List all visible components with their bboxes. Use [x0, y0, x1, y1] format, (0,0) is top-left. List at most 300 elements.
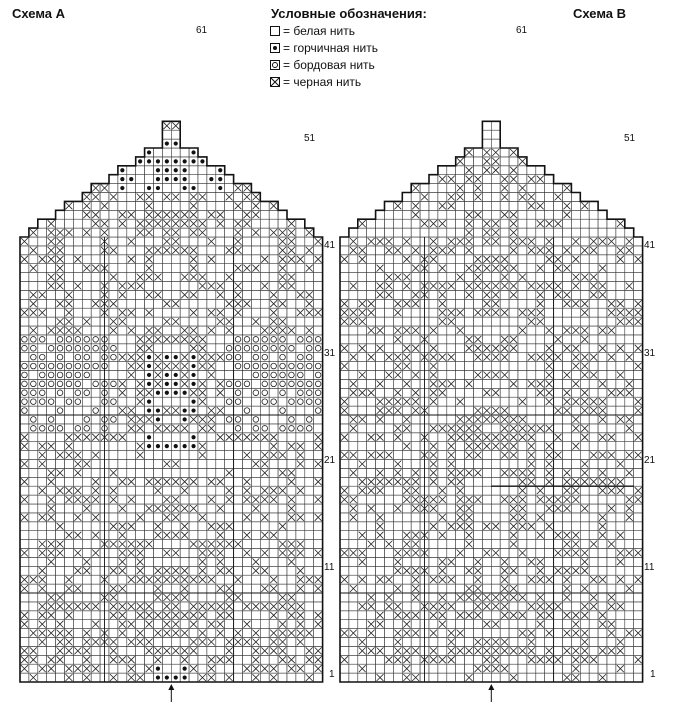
chart-cell [127, 201, 136, 210]
chart-cell [100, 210, 109, 219]
chart-cell [189, 460, 198, 469]
chart-cell [145, 673, 154, 682]
chart-cell [91, 228, 100, 237]
dot-mark [191, 355, 195, 359]
chart-cell [340, 513, 349, 522]
chart-cell [47, 531, 56, 540]
chart-cell [589, 629, 598, 638]
dot-mark [183, 417, 187, 421]
chart-cell [545, 593, 554, 602]
chart-cell [500, 620, 509, 629]
chart-cell [29, 460, 38, 469]
chart-cell [38, 219, 47, 228]
chart-cell [447, 531, 456, 540]
chart-cell [180, 495, 189, 504]
chart-cell [38, 593, 47, 602]
chart-cell [385, 673, 394, 682]
chart-cell [474, 549, 483, 558]
chart-cell [136, 210, 145, 219]
chart-cell [82, 549, 91, 558]
chart-cell [38, 655, 47, 664]
chart-cell [127, 166, 136, 175]
chart-cell [527, 584, 536, 593]
chart-cell [393, 495, 402, 504]
chart-cell [127, 451, 136, 460]
chart-cell [162, 273, 171, 282]
chart-cell [465, 549, 474, 558]
chart-cell [109, 531, 118, 540]
chart-cell [91, 397, 100, 406]
dot-mark [183, 186, 187, 190]
chart-cell [145, 299, 154, 308]
chart-cell [216, 451, 225, 460]
chart-cell [296, 264, 305, 273]
chart-cell [136, 406, 145, 415]
chart-cell [358, 566, 367, 575]
chart-cell [180, 513, 189, 522]
chart-cell [402, 602, 411, 611]
chart-cell [358, 495, 367, 504]
chart-cell [109, 477, 118, 486]
chart-cell [189, 566, 198, 575]
chart-cell [198, 299, 207, 308]
chart-cell [349, 486, 358, 495]
chart-cell [109, 210, 118, 219]
chart-cell [180, 193, 189, 202]
chart-cell [38, 468, 47, 477]
chart-cell [251, 219, 260, 228]
chart-cell [625, 655, 634, 664]
chart-cell [29, 522, 38, 531]
chart-cell [207, 531, 216, 540]
chart-cell [260, 317, 269, 326]
chart-cell [47, 353, 56, 362]
chart-cell [216, 326, 225, 335]
chart-cell [47, 566, 56, 575]
chart-cell [47, 486, 56, 495]
chart-cell [73, 442, 82, 451]
chart-cell [225, 575, 234, 584]
chart-cell [491, 584, 500, 593]
chart-cell [474, 620, 483, 629]
chart-cell [287, 460, 296, 469]
chart-cell [500, 531, 509, 540]
chart-cell [91, 353, 100, 362]
chart-cell [216, 495, 225, 504]
chart-cell [180, 255, 189, 264]
chart-cell [607, 513, 616, 522]
chart-cell [536, 549, 545, 558]
chart-cell [589, 557, 598, 566]
chart-cell [127, 273, 136, 282]
chart-cell [563, 620, 572, 629]
chart-cell [127, 379, 136, 388]
chart-cell [136, 317, 145, 326]
chart-cell [305, 557, 314, 566]
chart-cell [314, 486, 323, 495]
chart-cell [243, 424, 252, 433]
chart-cell [607, 575, 616, 584]
chart-cell [136, 486, 145, 495]
chart-cell [349, 557, 358, 566]
chart-cell [616, 495, 625, 504]
chart-cell [198, 326, 207, 335]
chart-cell [118, 273, 127, 282]
chart-cell [518, 584, 527, 593]
dot-mark [174, 382, 178, 386]
chart-cell [162, 397, 171, 406]
chart-cell [171, 451, 180, 460]
chart-cell [634, 557, 643, 566]
chart-cell [145, 175, 154, 184]
chart-cell [180, 282, 189, 291]
chart-cell [305, 460, 314, 469]
chart-cell [314, 415, 323, 424]
chart-cell [234, 406, 243, 415]
chart-cell [198, 255, 207, 264]
chart-cell [527, 673, 536, 682]
chart-cell [118, 246, 127, 255]
chart-cell [243, 655, 252, 664]
chart-cell [518, 655, 527, 664]
chart-cell [65, 219, 74, 228]
chart-cell [554, 557, 563, 566]
chart-cell [305, 406, 314, 415]
chart-cell [91, 442, 100, 451]
chart-cell [500, 655, 509, 664]
chart-cell [482, 513, 491, 522]
chart-cell [73, 540, 82, 549]
chart-cell [278, 504, 287, 513]
chart-cell [82, 273, 91, 282]
chart-cell [296, 477, 305, 486]
chart-cell [65, 593, 74, 602]
chart-cell [136, 620, 145, 629]
chart-cell [207, 273, 216, 282]
chart-cell [607, 638, 616, 647]
chart-cell [474, 504, 483, 513]
dot-mark [183, 408, 187, 412]
chart-cell [145, 531, 154, 540]
chart-cell [189, 522, 198, 531]
chart-cell [198, 646, 207, 655]
chart-cell [225, 228, 234, 237]
chart-cell [358, 540, 367, 549]
chart-cell [456, 557, 465, 566]
chart-cell [393, 673, 402, 682]
chart-cell [216, 264, 225, 273]
chart-cell [20, 468, 29, 477]
chart-cell [349, 611, 358, 620]
chart-cell [91, 237, 100, 246]
chart-cell [56, 584, 65, 593]
chart-cell [162, 557, 171, 566]
chart-cell [82, 326, 91, 335]
chart-cell [500, 540, 509, 549]
chart-cell [118, 397, 127, 406]
chart-cell [634, 522, 643, 531]
chart-cell [127, 228, 136, 237]
chart-cell [127, 290, 136, 299]
chart-cell [429, 566, 438, 575]
chart-cell [47, 522, 56, 531]
chart-cell [456, 620, 465, 629]
chart-cell [634, 620, 643, 629]
chart-cell [598, 495, 607, 504]
chart-cell [225, 451, 234, 460]
chart-cell [260, 228, 269, 237]
chart-cell [207, 593, 216, 602]
chart-cell [554, 646, 563, 655]
chart-cell [225, 664, 234, 673]
chart-cell [234, 584, 243, 593]
chart-cell [536, 504, 545, 513]
chart-cell [47, 451, 56, 460]
chart-cell [225, 201, 234, 210]
chart-cell [145, 451, 154, 460]
chart-cell [20, 522, 29, 531]
chart-cell [207, 299, 216, 308]
chart-cell [65, 504, 74, 513]
chart-cell [216, 415, 225, 424]
chart-cell [198, 371, 207, 380]
chart-cell [56, 308, 65, 317]
chart-cell [127, 184, 136, 193]
chart-cell [189, 237, 198, 246]
chart-cell [509, 655, 518, 664]
chart-cell [109, 264, 118, 273]
chart-cell [136, 522, 145, 531]
chart-cell [118, 264, 127, 273]
chart-cell [216, 299, 225, 308]
chart-cell [56, 495, 65, 504]
chart-cell [189, 175, 198, 184]
chart-cell [625, 611, 634, 620]
chart-cell [340, 611, 349, 620]
dot-mark [174, 159, 178, 163]
chart-cell [47, 335, 56, 344]
chart-cell [207, 379, 216, 388]
chart-cell [171, 664, 180, 673]
chart-cell [29, 468, 38, 477]
chart-cell [109, 620, 118, 629]
chart-cell [243, 397, 252, 406]
chart-cell [180, 468, 189, 477]
chart-cell [358, 611, 367, 620]
chart-cell [260, 246, 269, 255]
chart-cell [73, 611, 82, 620]
chart-cell [269, 210, 278, 219]
chart-cell [91, 246, 100, 255]
chart-cell [349, 477, 358, 486]
chart-cell [509, 664, 518, 673]
chart-cell [527, 486, 536, 495]
chart-cell [429, 557, 438, 566]
chart-cell [216, 237, 225, 246]
chart-cell [189, 299, 198, 308]
chart-cell [91, 575, 100, 584]
chart-cell [385, 504, 394, 513]
chart-cell [447, 566, 456, 575]
chart-cell [260, 299, 269, 308]
chart-cell [73, 246, 82, 255]
chart-cell [234, 460, 243, 469]
chart-cell [269, 655, 278, 664]
chart-cell [367, 522, 376, 531]
chart-cell [545, 566, 554, 575]
chart-cell [136, 184, 145, 193]
chart-cell [243, 566, 252, 575]
chart-cell [65, 513, 74, 522]
chart-cell [536, 664, 545, 673]
chart-cell [225, 629, 234, 638]
chart-cell [154, 255, 163, 264]
chart-cell [207, 468, 216, 477]
chart-cell [65, 468, 74, 477]
chart-cell [20, 566, 29, 575]
chart-cell [287, 388, 296, 397]
chart-cell [260, 442, 269, 451]
chart-cell [305, 611, 314, 620]
chart-cell [225, 406, 234, 415]
chart-cell [340, 531, 349, 540]
chart-cell [180, 201, 189, 210]
chart-cell [127, 388, 136, 397]
chart-cell [314, 317, 323, 326]
chart-cell [127, 531, 136, 540]
chart-cell [607, 584, 616, 593]
chart-cell [225, 308, 234, 317]
chart-cell [118, 255, 127, 264]
chart-cell [20, 504, 29, 513]
chart-cell [162, 468, 171, 477]
chart-cell [127, 646, 136, 655]
dot-mark [156, 186, 160, 190]
chart-cell [207, 433, 216, 442]
chart-cell [598, 629, 607, 638]
chart-cell [393, 522, 402, 531]
chart-cell [207, 646, 216, 655]
chart-cell [589, 646, 598, 655]
dot-mark [174, 355, 178, 359]
chart-cell [136, 326, 145, 335]
chart-cell [616, 540, 625, 549]
chart-cell [287, 308, 296, 317]
chart-cell [589, 486, 598, 495]
chart-cell [269, 549, 278, 558]
chart-cell [296, 433, 305, 442]
dot-mark [156, 408, 160, 412]
chart-cell [234, 495, 243, 504]
chart-cell [47, 264, 56, 273]
chart-cell [216, 193, 225, 202]
dot-mark [165, 675, 169, 679]
chart-cell [82, 531, 91, 540]
chart-cell [296, 299, 305, 308]
chart-cell [109, 504, 118, 513]
chart-cell [314, 451, 323, 460]
chart-cell [563, 638, 572, 647]
chart-cell [563, 602, 572, 611]
chart-cell [589, 549, 598, 558]
chart-cell [563, 557, 572, 566]
chart-cell [482, 584, 491, 593]
chart-cell [189, 513, 198, 522]
chart-cell [438, 638, 447, 647]
chart-cell [73, 317, 82, 326]
chart-cell [482, 629, 491, 638]
chart-cell [376, 549, 385, 558]
chart-cell [260, 638, 269, 647]
chart-cell [243, 593, 252, 602]
chart-cell [118, 593, 127, 602]
chart-cell [269, 388, 278, 397]
chart-cell [563, 522, 572, 531]
chart-cell [234, 655, 243, 664]
chart-cell [376, 566, 385, 575]
chart-cell [171, 290, 180, 299]
chart-cell [589, 673, 598, 682]
chart-cell [29, 664, 38, 673]
dot-mark [174, 391, 178, 395]
chart-cell [29, 477, 38, 486]
chart-cell [234, 317, 243, 326]
chart-cell [571, 584, 580, 593]
chart-cell [269, 273, 278, 282]
chart-cell [207, 513, 216, 522]
chart-cell [198, 406, 207, 415]
chart-cell [305, 584, 314, 593]
chart-cell [527, 513, 536, 522]
chart-cell [145, 629, 154, 638]
chart-cell [616, 611, 625, 620]
chart-cell [189, 593, 198, 602]
chart-cell [554, 611, 563, 620]
chart-cell [154, 620, 163, 629]
chart-cell [56, 664, 65, 673]
dot-mark [191, 159, 195, 163]
dot-mark [183, 675, 187, 679]
chart-cell [180, 549, 189, 558]
chart-cell [38, 433, 47, 442]
chart-cell [73, 575, 82, 584]
chart-cell [180, 557, 189, 566]
chart-cell [234, 326, 243, 335]
chart-cell [38, 264, 47, 273]
chart-cell [216, 397, 225, 406]
chart-cell [305, 433, 314, 442]
chart-cell [349, 638, 358, 647]
chart-cell [38, 273, 47, 282]
chart-cell [65, 477, 74, 486]
chart-cell [287, 575, 296, 584]
chart-cell [545, 513, 554, 522]
chart-cell [82, 219, 91, 228]
chart-cell [234, 468, 243, 477]
chart-cell [509, 620, 518, 629]
chart-cell [305, 664, 314, 673]
chart-cell [527, 504, 536, 513]
chart-cell [20, 326, 29, 335]
chart-cell [82, 611, 91, 620]
dot-mark [183, 391, 187, 395]
chart-cell [29, 451, 38, 460]
dot-mark [191, 373, 195, 377]
chart-cell [340, 557, 349, 566]
chart-cell [607, 531, 616, 540]
chart-cell [234, 664, 243, 673]
chart-cell [465, 638, 474, 647]
